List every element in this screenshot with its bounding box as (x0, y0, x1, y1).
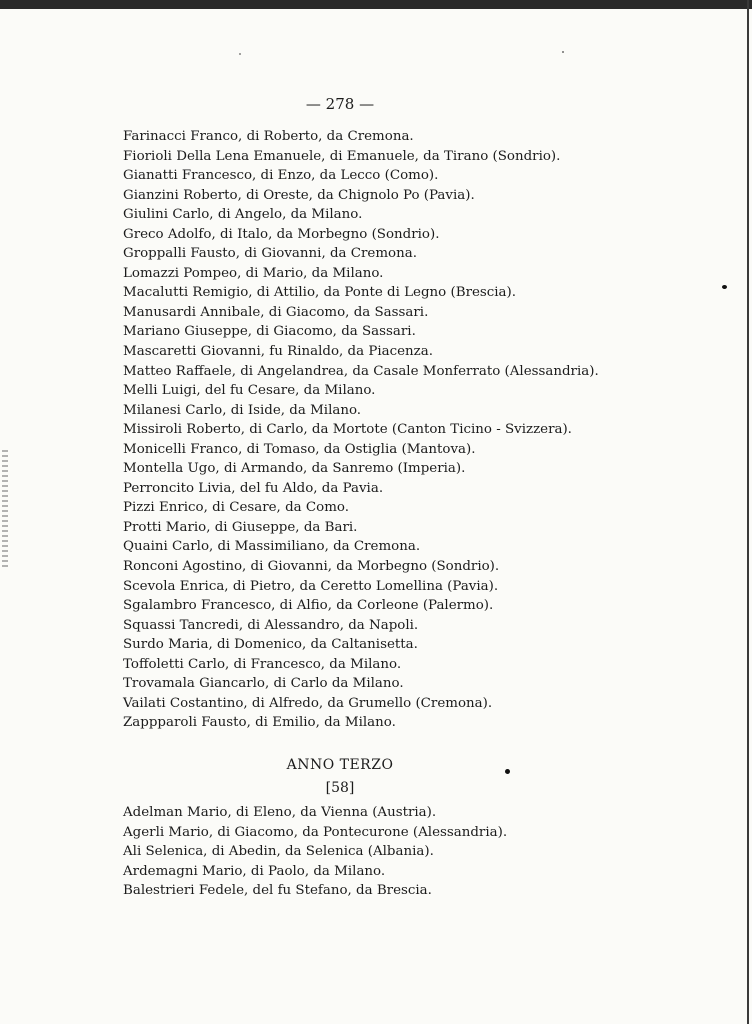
ink-speck (722, 285, 727, 289)
ink-speck (562, 51, 564, 53)
list-item: Montella Ugo, di Armando, da Sanremo (Imperia). (123, 461, 466, 477)
list-item: Lomazzi Pompeo, di Mario, da Milano. (123, 265, 384, 281)
right-edge-rule (747, 0, 749, 1024)
list-item: Trovamala Giancarlo, di Carlo da Milano. (123, 676, 404, 692)
page-number: — 278 — (305, 95, 375, 113)
list-item: Manusardi Annibale, di Giacomo, da Sassari. (123, 304, 429, 320)
list-item: Fiorioli Della Lena Emanuele, di Emanuele, da Tirano (Sondrio). (123, 148, 561, 164)
student-list-main (123, 127, 599, 733)
list-item: Vailati Costantino, di Alfredo, da Grumello (Cremona). (123, 695, 493, 711)
top-edge-rule (0, 0, 752, 9)
list-item: Greco Adolfo, di Italo, da Morbegno (Sondrio). (123, 226, 440, 242)
ink-speck (239, 53, 241, 55)
list-item: Agerli Mario, di Giacomo, da Pontecurone (Alessandria). (123, 824, 508, 840)
list-item: Gianatti Francesco, di Enzo, da Lecco (Como). (123, 168, 439, 184)
list-item: Sgalambro Francesco, di Alfio, da Corleone (Palermo). (123, 598, 494, 614)
list-item: Gianzini Roberto, di Oreste, da Chignolo Po (Pavia). (123, 187, 475, 203)
list-item: Adelman Mario, di Eleno, da Vienna (Austria). (123, 805, 437, 820)
list-item: Surdo Maria, di Domenico, da Caltanisetta. (123, 637, 418, 653)
list-item: Perroncito Livia, del fu Aldo, da Pavia. (123, 480, 384, 496)
list-item: Protti Mario, di Giuseppe, da Bari. (123, 519, 358, 535)
list-item: Matteo Raffaele, di Angelandrea, da Casale Monferrato (Alessandria). (123, 363, 599, 379)
list-item: Zappparoli Fausto, di Emilio, da Milano. (123, 715, 396, 731)
list-item: Scevola Enrica, di Pietro, da Ceretto Lomellina (Pavia). (123, 578, 499, 594)
list-item: Giulini Carlo, di Angelo, da Milano. (123, 207, 363, 223)
list-item: Toffoletti Carlo, di Francesco, da Milano. (123, 656, 402, 672)
list-item: Balestrieri Fedele, del fu Stefano, da Brescia. (123, 883, 432, 899)
list-item: Ronconi Agostino, di Giovanni, da Morbegno (Sondrio). (123, 559, 500, 575)
list-item: Groppalli Fausto, di Giovanni, da Cremona. (123, 246, 417, 262)
binding-shadow (2, 450, 8, 570)
list-item: Farinacci Franco, di Roberto, da Cremona. (123, 129, 414, 144)
list-item: Quaini Carlo, di Massimiliano, da Cremona. (123, 539, 421, 555)
list-item: Pizzi Enrico, di Cesare, da Como. (123, 500, 349, 516)
list-item: Squassi Tancredi, di Alessandro, da Napoli. (123, 617, 419, 633)
list-item: Macalutti Remigio, di Attilio, da Ponte di Legno (Brescia). (123, 285, 517, 301)
list-item: Ardemagni Mario, di Paolo, da Milano. (123, 863, 386, 879)
list-item: Monicelli Franco, di Tomaso, da Ostiglia (Mantova). (123, 441, 476, 457)
list-item: Melli Luigi, del fu Cesare, da Milano. (123, 383, 376, 399)
list-item: Ali Selenica, di Abedin, da Selenica (Albania). (123, 844, 434, 860)
list-item: Mascaretti Giovanni, fu Rinaldo, da Piacenza. (123, 344, 433, 360)
list-item: Milanesi Carlo, di Iside, da Milano. (123, 402, 362, 418)
student-list-third-year (123, 803, 507, 901)
section-count: [58] (325, 780, 355, 796)
section-heading: ANNO TERZO (286, 757, 394, 773)
list-item: Mariano Giuseppe, di Giacomo, da Sassari. (123, 324, 416, 340)
list-item: Missiroli Roberto, di Carlo, da Mortote (Canton Ticino - Svizzera). (123, 422, 572, 438)
ink-speck (505, 769, 510, 774)
